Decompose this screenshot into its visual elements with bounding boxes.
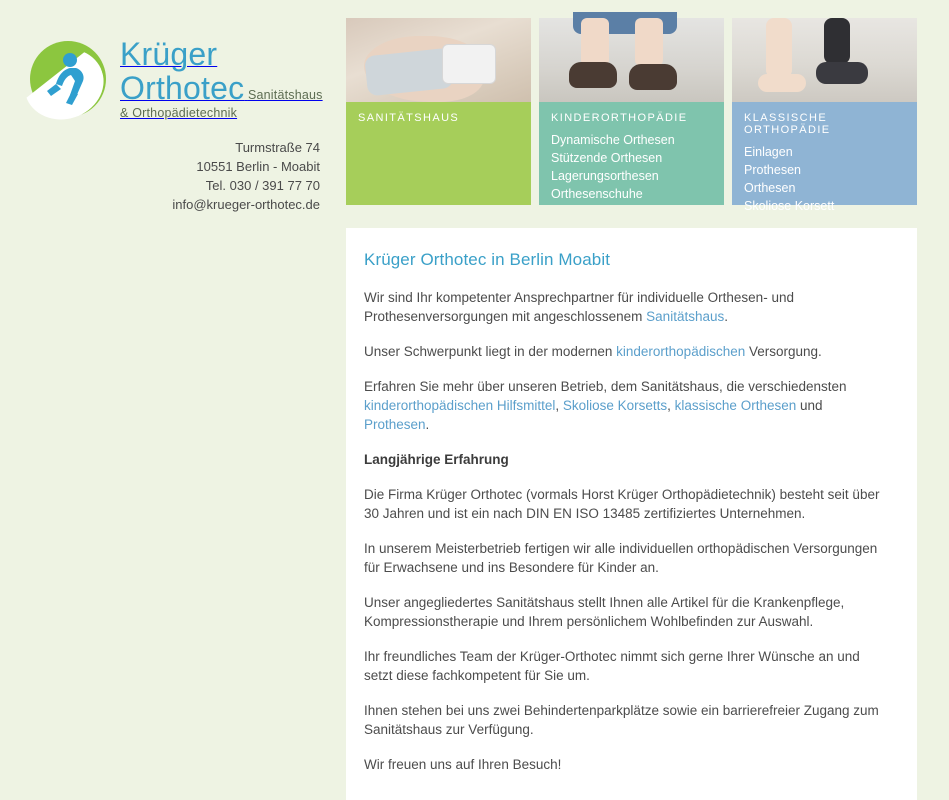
intro-text-a: Wir sind Ihr kompetenter Ansprechpartner für individuelle Orthesen- und Prothesenversorgungen mit angeschlossenem <box>364 290 794 324</box>
tile-klassische-orthopaedie[interactable] <box>732 18 917 213</box>
learn-sep-3: und <box>796 398 823 413</box>
contact-street: Turmstraße 74 <box>235 140 320 155</box>
contact-city: 10551 Berlin - Moabit <box>196 159 320 174</box>
left-column <box>0 0 330 700</box>
link-skoliose-korsetts[interactable]: Skoliose Korsetts <box>562 398 668 413</box>
learn-text-b: . <box>425 417 430 432</box>
link-sanitaetshaus[interactable]: Sanitätshaus <box>646 309 725 324</box>
link-klassische-orthesen[interactable]: klassische Orthesen <box>674 398 797 413</box>
link-kinderorthopaedische-hilfsmittel[interactable]: kinderorthopädischen Hilfsmittel <box>364 398 556 413</box>
tile-photo-child-shoes-icon <box>539 18 724 102</box>
focus-text-a: Unser Schwerpunkt liegt in der modernen <box>364 344 617 359</box>
site-logo[interactable] <box>30 38 330 120</box>
main-content <box>346 228 917 800</box>
link-kinderorthopaedisch[interactable]: kinderorthopädischen <box>616 344 746 359</box>
paragraph-intro <box>364 288 891 326</box>
paragraph-store-offer: Unser angegliedertes Sanitätshaus stellt Ihnen alle Artikel für die Krankenpflege, Kompressionstherapie und Ihrem persönlichem Wohlbefinden zur Auswahl. <box>364 595 845 629</box>
tile-link-skoliose-korsett[interactable]: Skoliose Korsett <box>744 199 835 213</box>
paragraph-workshop: In unserem Meisterbetrieb fertigen wir alle individuellen orthopädischen Versorgungen für Erwachsene und ins Besondere für Kinder an. <box>364 541 878 575</box>
contact-block <box>172 138 320 214</box>
tile-link-orthesenschuhe[interactable]: Orthesenschuhe <box>551 187 643 201</box>
tile-photo-prosthesis-icon <box>732 18 917 102</box>
link-prothesen[interactable]: Prothesen <box>364 417 426 432</box>
logo-icon <box>30 41 106 117</box>
contact-phone: Tel. 030 / 391 77 70 <box>205 178 320 193</box>
tile-kinderorthopaedie[interactable] <box>539 18 724 205</box>
intro-text-b: . <box>724 309 728 324</box>
paragraph-closing: Wir freuen uns auf Ihren Besuch! <box>364 757 562 772</box>
tile-link-orthesen[interactable]: Orthesen <box>744 181 796 195</box>
logo-text <box>120 38 330 120</box>
tile-link-lagerungsorthesen[interactable]: Lagerungsorthesen <box>551 169 659 183</box>
tile-title: KLASSISCHE ORTHOPÄDIE <box>744 112 831 136</box>
subheading-experience: Langjährige Erfahrung <box>364 452 509 467</box>
learn-text-a: Erfahren Sie mehr über unseren Betrieb, dem Sanitätshaus, die verschiedensten <box>364 379 847 394</box>
paragraph-accessibility: Ihnen stehen bei uns zwei Behindertenparkplätze sowie ein barrierefreier Zugang zum Sanitätshaus zur Verfügung. <box>364 703 879 737</box>
tile-title: SANITÄTSHAUS <box>358 112 460 124</box>
tile-sanitaetshaus[interactable] <box>346 18 531 205</box>
paragraph-team: Ihr freundliches Team der Krüger-Orthotec nimmt sich gerne Ihrer Wünsche an und setzt diese fachkompetent für Sie um. <box>364 649 860 683</box>
brand-tagline: Sanitätshaus & Orthopädietechnik <box>120 87 323 121</box>
category-tiles <box>346 18 917 213</box>
tile-link-prothesen[interactable]: Prothesen <box>744 163 801 177</box>
learn-sep-2: , <box>667 398 675 413</box>
tile-link-dynamische-orthesen[interactable]: Dynamische Orthesen <box>551 133 675 147</box>
paragraph-learn-more <box>364 377 891 434</box>
tile-link-stuetzende-orthesen[interactable]: Stützende Orthesen <box>551 151 663 165</box>
paragraph-focus <box>364 342 891 361</box>
learn-sep-1: , <box>555 398 563 413</box>
focus-text-b: Versorgung. <box>745 344 822 359</box>
contact-email-link[interactable]: info@krueger-orthotec.de <box>172 197 320 212</box>
page-title: Krüger Orthotec in Berlin Moabit <box>364 250 611 269</box>
tile-photo-blood-pressure-icon <box>346 18 531 102</box>
brand-name: Krüger Orthotec <box>120 36 245 106</box>
tile-title: KINDERORTHOPÄDIE <box>551 112 688 124</box>
tile-link-einlagen[interactable]: Einlagen <box>744 145 793 159</box>
paragraph-company-history: Die Firma Krüger Orthotec (vormals Horst Krüger Orthopädietechnik) besteht seit über 30 Jahren und ist ein nach DIN EN ISO 13485 zertifiziertes Unternehmen. <box>364 487 880 521</box>
